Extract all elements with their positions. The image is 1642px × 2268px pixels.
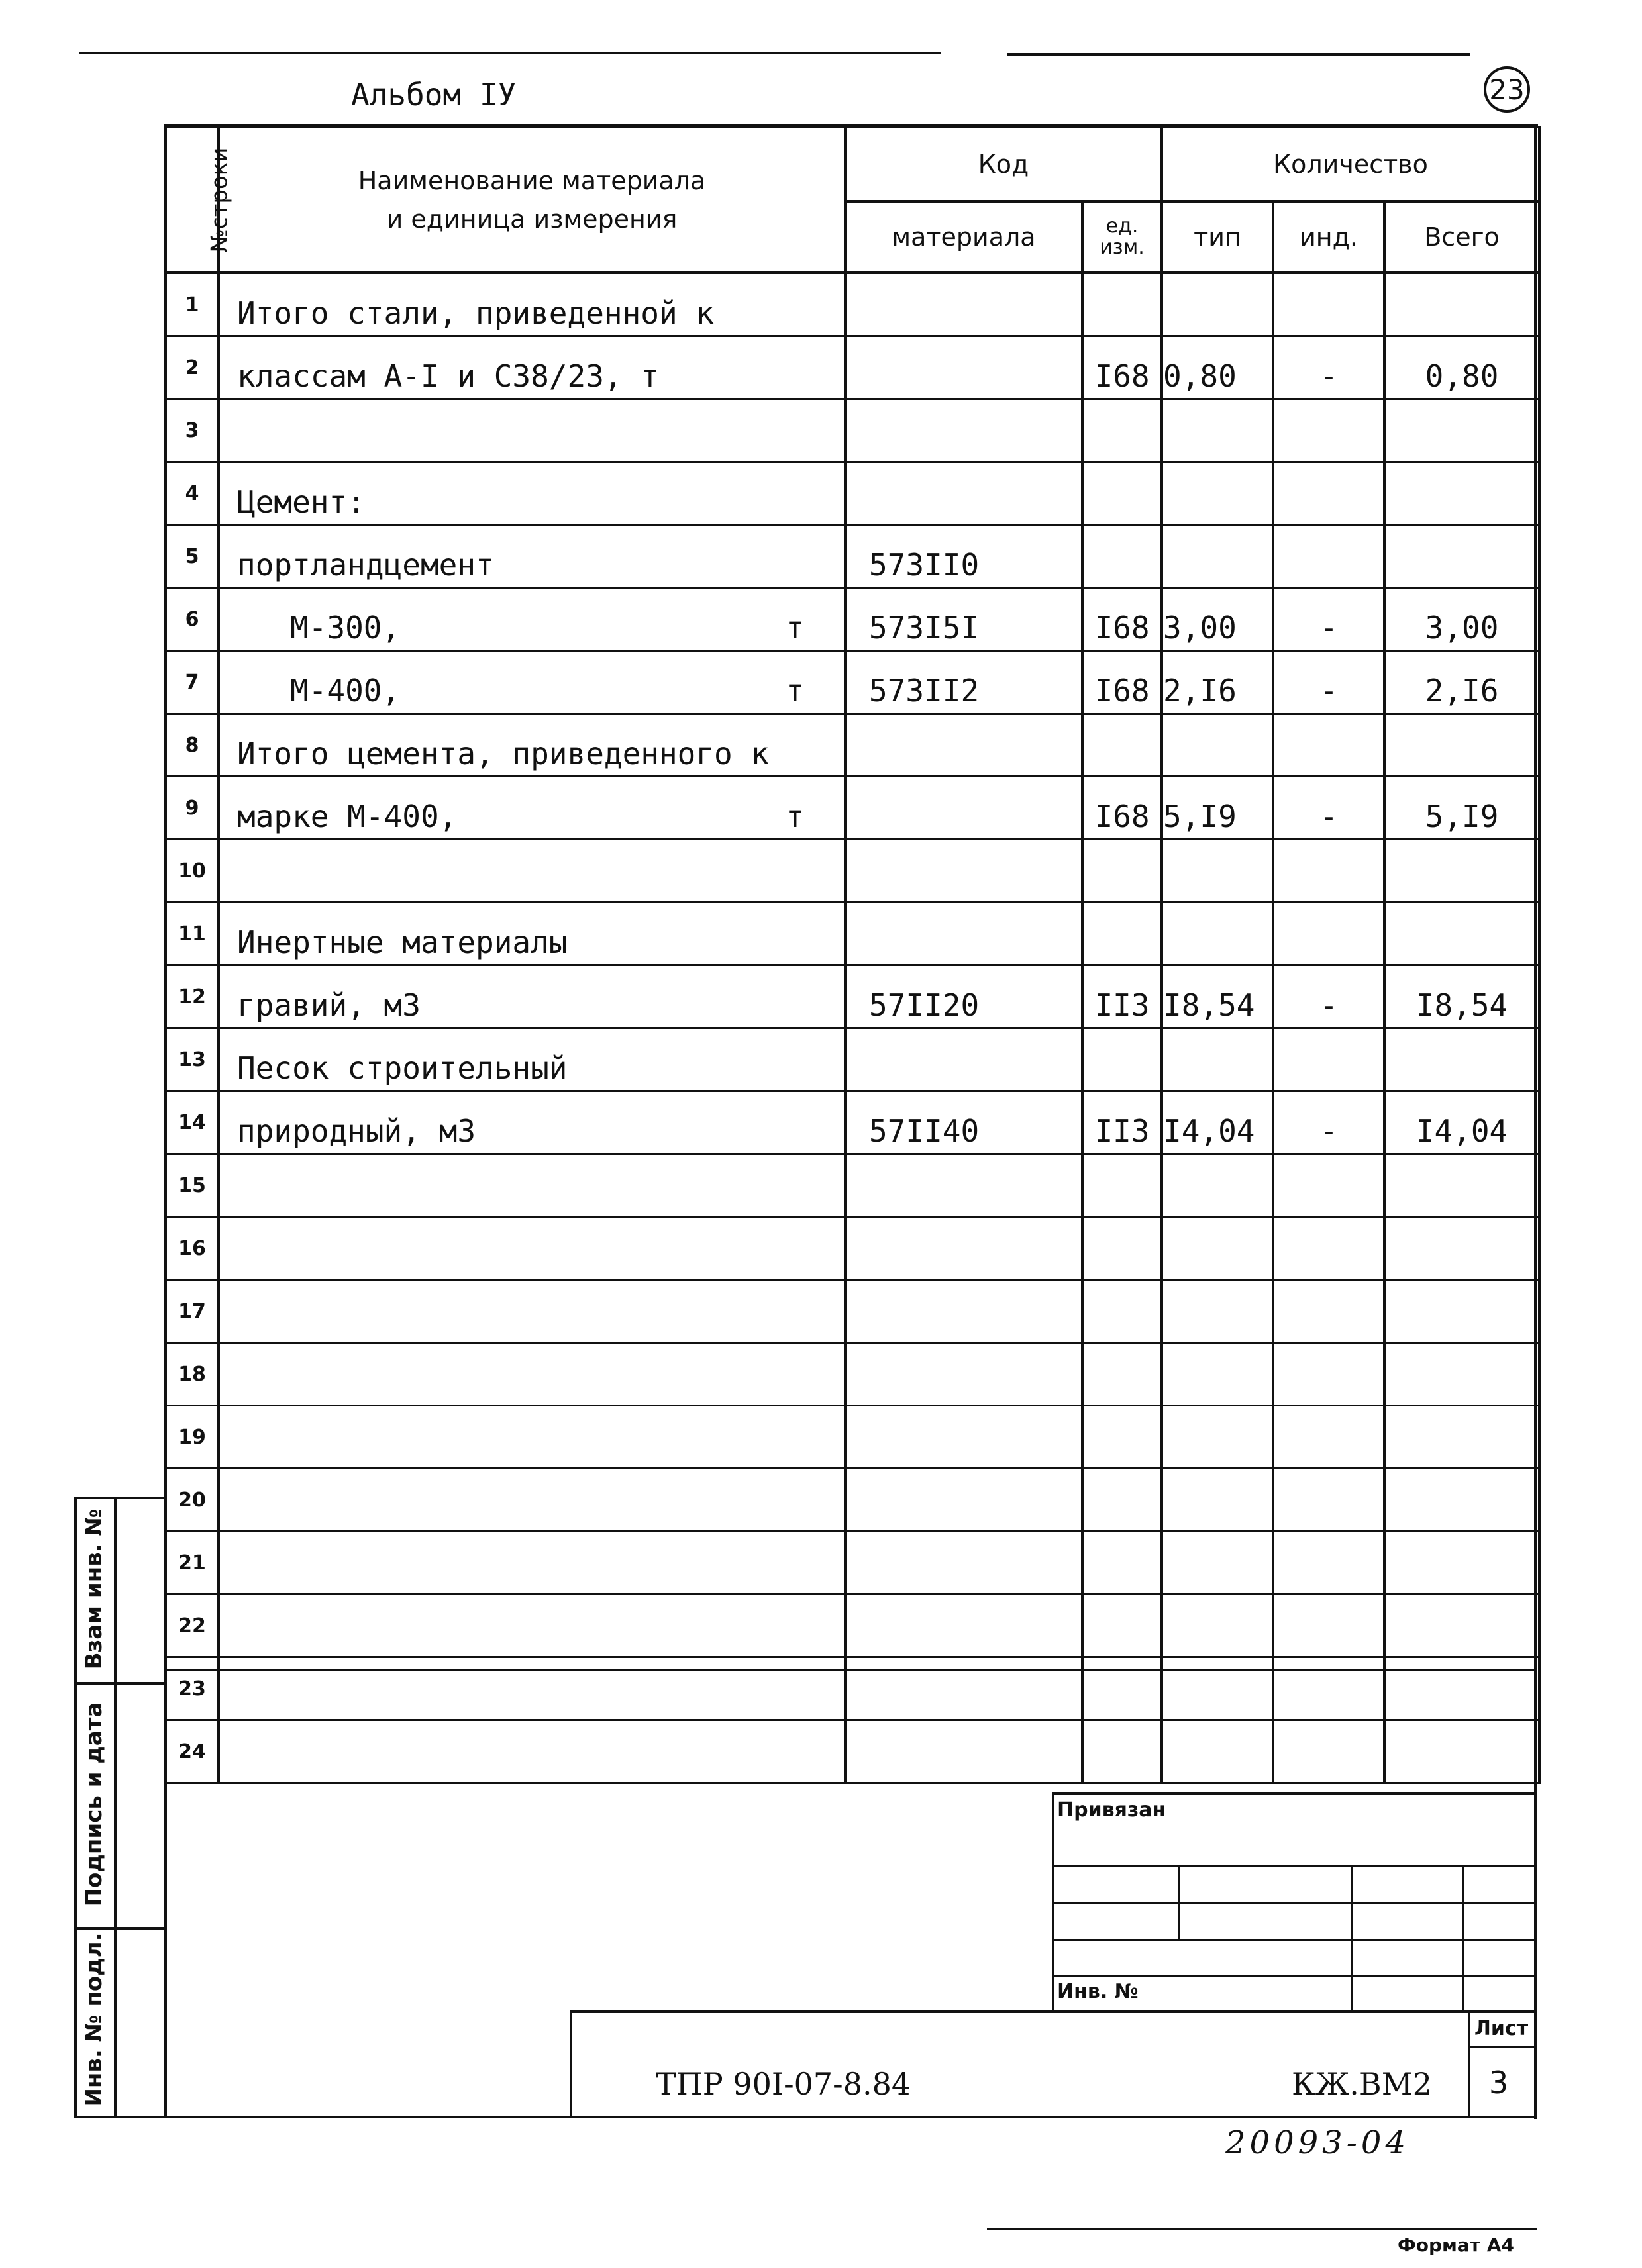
original-inventory-label: Инв. № подл.: [81, 1932, 107, 2107]
unit-code: [1082, 714, 1162, 777]
material-name-cell: [219, 903, 845, 965]
table-row: [166, 525, 1539, 588]
table-row: [166, 1657, 1539, 1720]
material-code: [845, 1595, 1082, 1657]
title-block-top: [570, 2010, 1537, 2013]
format-label: Формат А4: [1398, 2234, 1514, 2256]
row-number: 4: [166, 462, 219, 525]
quantity-tip: I4,04: [1162, 1091, 1273, 1154]
material-code: [845, 1217, 1082, 1280]
material-name: М-300,: [290, 610, 401, 646]
material-code: [845, 903, 1082, 965]
unit-code: [1082, 1720, 1162, 1783]
stamp-grid-col-1: [1178, 1865, 1180, 1939]
quantity-total: 2,I6: [1384, 651, 1539, 714]
table-row: [166, 714, 1539, 777]
quantity-total: I4,04: [1384, 1091, 1539, 1154]
material-name: М-400,: [290, 673, 401, 709]
bottom-frame-line: [74, 2116, 1537, 2118]
title-block-left: [570, 2010, 572, 2116]
quantity-total: [1384, 525, 1539, 588]
sheet-label: Лист: [1474, 2017, 1529, 2040]
material-name: Итого цемента, приведенного к: [237, 736, 770, 771]
quantity-ind: [1273, 714, 1384, 777]
material-name: Песок строительный: [237, 1050, 568, 1086]
unit-code: II3: [1082, 1091, 1162, 1154]
material-name-cell: [219, 1406, 845, 1469]
album-title: Альбом IУ: [351, 77, 517, 113]
quantity-tip: [1162, 273, 1273, 336]
material-name-cell: [219, 1595, 845, 1657]
quantity-tip: [1162, 903, 1273, 965]
row-number: 14: [166, 1091, 219, 1154]
quantity-ind: -: [1273, 588, 1384, 651]
row-number: 21: [166, 1532, 219, 1595]
material-name-cell: [219, 399, 845, 462]
stamp-grid-col-3: [1462, 1865, 1464, 2010]
material-code: [845, 399, 1082, 462]
material-name: марке М-400,: [237, 799, 458, 834]
material-name-cell: [219, 651, 845, 714]
row-number: 19: [166, 1406, 219, 1469]
material-code: [845, 1028, 1082, 1091]
quantity-ind: [1273, 1154, 1384, 1217]
material-name-cell: [219, 1028, 845, 1091]
quantity-ind: [1273, 903, 1384, 965]
code-header: Код: [845, 127, 1162, 201]
side-field-inner-line: [114, 1497, 117, 2116]
quantity-ind: [1273, 1469, 1384, 1532]
quantity-total: [1384, 273, 1539, 336]
material-name-cell: [219, 336, 845, 399]
material-code: [845, 1657, 1082, 1720]
quantity-ind: [1273, 840, 1384, 903]
quantity-total: [1384, 462, 1539, 525]
material-name-cell: [219, 1091, 845, 1154]
row-number: 18: [166, 1343, 219, 1406]
row-number: 13: [166, 1028, 219, 1091]
table-row: [166, 462, 1539, 525]
table-row: [166, 965, 1539, 1028]
quantity-ind: [1273, 462, 1384, 525]
unit-code: I68: [1082, 588, 1162, 651]
material-name: классам А-I и С38/23, т: [237, 358, 659, 394]
quantity-tip: [1162, 462, 1273, 525]
table-row: [166, 1595, 1539, 1657]
row-number: 1: [166, 273, 219, 336]
quantity-ind: -: [1273, 777, 1384, 840]
side-field-top: [74, 1497, 164, 1499]
ind-header: инд.: [1273, 201, 1384, 273]
row-number: 7: [166, 651, 219, 714]
row-number-header-text: №строки: [206, 147, 233, 253]
materials-table: [164, 126, 1541, 1784]
material-name-cell: [219, 1469, 845, 1532]
material-name-cell: [219, 588, 845, 651]
unit-code: [1082, 1532, 1162, 1595]
material-name-cell: [219, 840, 845, 903]
quantity-ind: [1273, 1217, 1384, 1280]
row-number-header: [166, 127, 233, 273]
name-header: [219, 127, 845, 273]
quantity-ind: [1273, 1657, 1384, 1720]
material-name-cell: [219, 1720, 845, 1783]
table-row: [166, 1154, 1539, 1217]
unit-code: [1082, 273, 1162, 336]
quantity-tip: [1162, 1532, 1273, 1595]
quantity-ind: [1273, 1720, 1384, 1783]
quantity-ind: -: [1273, 651, 1384, 714]
material-name: природный, м3: [237, 1113, 476, 1149]
row-number: 3: [166, 399, 219, 462]
sheet-label-underline: [1468, 2046, 1537, 2048]
side-field-divider-1: [74, 1682, 164, 1685]
unit-code: [1082, 1469, 1162, 1532]
quantity-total: [1384, 1469, 1539, 1532]
row-number: 12: [166, 965, 219, 1028]
material-name-cell: [219, 1343, 845, 1406]
quantity-tip: [1162, 399, 1273, 462]
row-number: 2: [166, 336, 219, 399]
material-code: [845, 714, 1082, 777]
row-number: 5: [166, 525, 219, 588]
material-name-cell: [219, 1280, 845, 1343]
quantity-total: [1384, 903, 1539, 965]
material-name: гравий, м3: [237, 987, 421, 1023]
quantity-tip: 3,00: [1162, 588, 1273, 651]
row-number: 11: [166, 903, 219, 965]
quantity-total: [1384, 1154, 1539, 1217]
lower-block-top: [164, 1669, 1537, 1671]
table-row: [166, 903, 1539, 965]
stamp-privyazan-top: [1052, 1792, 1537, 1795]
material-unit-suffix: т: [786, 799, 804, 834]
material-name: Цемент:: [237, 484, 366, 520]
material-name-cell: [219, 1657, 845, 1720]
stamp-privyazan-left: [1052, 1792, 1054, 2010]
unit-code: [1082, 399, 1162, 462]
row-number: 24: [166, 1720, 219, 1783]
table-row: [166, 1720, 1539, 1783]
replaced-inventory-label: Взам инв. №: [81, 1508, 107, 1670]
quantity-ind: -: [1273, 336, 1384, 399]
unit-code: I68: [1082, 651, 1162, 714]
material-code: [845, 840, 1082, 903]
table-row: [166, 1280, 1539, 1343]
quantity-ind: [1273, 1280, 1384, 1343]
material-code: [845, 273, 1082, 336]
signature-date-label: Подпись и дата: [81, 1702, 107, 1907]
quantity-tip: [1162, 1406, 1273, 1469]
quantity-ind: [1273, 1595, 1384, 1657]
row-number: 20: [166, 1469, 219, 1532]
material-code: [845, 777, 1082, 840]
row-number: 8: [166, 714, 219, 777]
quantity-total: 0,80: [1384, 336, 1539, 399]
material-name-cell: [219, 273, 845, 336]
unit-header-line2: изм.: [1100, 236, 1145, 259]
material-unit-suffix: т: [786, 673, 804, 709]
document-mark: КЖ.ВМ2: [1292, 2066, 1433, 2102]
material-name-cell: [219, 965, 845, 1028]
material-code: [845, 1720, 1082, 1783]
quantity-tip: [1162, 714, 1273, 777]
quantity-total: 5,I9: [1384, 777, 1539, 840]
quantity-total: [1384, 1657, 1539, 1720]
top-border-left: [79, 52, 941, 54]
quantity-total: [1384, 1406, 1539, 1469]
quantity-ind: [1273, 273, 1384, 336]
material-name-cell: [219, 777, 845, 840]
quantity-tip: [1162, 1154, 1273, 1217]
quantity-total: [1384, 714, 1539, 777]
row-number: 17: [166, 1280, 219, 1343]
quantity-tip: I8,54: [1162, 965, 1273, 1028]
table-row: [166, 1406, 1539, 1469]
material-code: [845, 1280, 1082, 1343]
row-number: 22: [166, 1595, 219, 1657]
quantity-ind: [1273, 399, 1384, 462]
quantity-tip: [1162, 1028, 1273, 1091]
material-name-cell: [219, 1532, 845, 1595]
unit-code: [1082, 1657, 1162, 1720]
material-code-header: материала: [845, 201, 1082, 273]
unit-code: [1082, 1154, 1162, 1217]
quantity-total: [1384, 1217, 1539, 1280]
footer-line: [987, 2228, 1537, 2230]
unit-code: [1082, 1343, 1162, 1406]
row-number: 16: [166, 1217, 219, 1280]
unit-code: [1082, 1028, 1162, 1091]
material-name: портландцемент: [237, 547, 494, 583]
sheet-number-circle: [1484, 66, 1530, 113]
quantity-tip: [1162, 1657, 1273, 1720]
name-header-line1: Наименование материала: [358, 166, 706, 195]
material-name-cell: [219, 714, 845, 777]
quantity-tip: [1162, 525, 1273, 588]
name-header-line2: и единица измерения: [386, 205, 678, 234]
row-number: 15: [166, 1154, 219, 1217]
sheet-number-stamp: 3: [1489, 2065, 1509, 2100]
quantity-tip: [1162, 1217, 1273, 1280]
quantity-total: [1384, 1280, 1539, 1343]
unit-code: [1082, 1406, 1162, 1469]
row-number: 9: [166, 777, 219, 840]
quantity-tip: [1162, 1720, 1273, 1783]
material-code: [845, 336, 1082, 399]
quantity-ind: [1273, 1406, 1384, 1469]
quantity-ind: [1273, 1028, 1384, 1091]
material-name: Итого стали, приведенной к: [237, 295, 715, 331]
material-code: 573II2: [845, 651, 1082, 714]
project-designation: ТПР 90I-07-8.84: [656, 2066, 911, 2102]
material-name-cell: [219, 525, 845, 588]
table-row: [166, 1469, 1539, 1532]
material-code: 57II40: [845, 1091, 1082, 1154]
quantity-tip: 0,80: [1162, 336, 1273, 399]
quantity-ind: -: [1273, 1091, 1384, 1154]
quantity-ind: -: [1273, 965, 1384, 1028]
material-code: [845, 1532, 1082, 1595]
table-left-frame-lower: [164, 1497, 167, 2116]
quantity-total: [1384, 1595, 1539, 1657]
tip-header: тип: [1162, 201, 1273, 273]
handwritten-number: 20093-04: [1225, 2124, 1410, 2161]
total-header: Всего: [1384, 201, 1539, 273]
unit-code: [1082, 462, 1162, 525]
unit-code: [1082, 840, 1162, 903]
side-field-divider-2: [74, 1927, 164, 1930]
material-code: [845, 1154, 1082, 1217]
unit-code: [1082, 525, 1162, 588]
unit-code: I68: [1082, 336, 1162, 399]
table-row: [166, 651, 1539, 714]
quantity-total: [1384, 1028, 1539, 1091]
row-number: 6: [166, 588, 219, 651]
title-block-sheet-divider: [1468, 2010, 1470, 2116]
table-row: [166, 273, 1539, 336]
material-code: [845, 462, 1082, 525]
quantity-tip: [1162, 1595, 1273, 1657]
quantity-header: Количество: [1162, 127, 1539, 201]
quantity-ind: [1273, 525, 1384, 588]
material-code: [845, 1406, 1082, 1469]
unit-code: I68: [1082, 777, 1162, 840]
quantity-total: [1384, 399, 1539, 462]
table-row: [166, 840, 1539, 903]
material-code: 573II0: [845, 525, 1082, 588]
sheet-number: 23: [1489, 73, 1525, 106]
quantity-total: [1384, 840, 1539, 903]
material-name-cell: [219, 1154, 845, 1217]
inventory-number-label: Инв. №: [1057, 1980, 1139, 2003]
quantity-total: 3,00: [1384, 588, 1539, 651]
unit-code: [1082, 903, 1162, 965]
unit-code: II3: [1082, 965, 1162, 1028]
materials-table-body: [166, 273, 1539, 1783]
unit-code: [1082, 1595, 1162, 1657]
quantity-tip: [1162, 1343, 1273, 1406]
material-unit-suffix: т: [786, 610, 804, 646]
quantity-tip: [1162, 840, 1273, 903]
table-row: [166, 1091, 1539, 1154]
table-row: [166, 777, 1539, 840]
quantity-tip: [1162, 1469, 1273, 1532]
quantity-tip: 5,I9: [1162, 777, 1273, 840]
quantity-tip: 2,I6: [1162, 651, 1273, 714]
quantity-tip: [1162, 1280, 1273, 1343]
row-number: 23: [166, 1657, 219, 1720]
unit-header: [1082, 201, 1162, 273]
table-row: [166, 1217, 1539, 1280]
quantity-total: I8,54: [1384, 965, 1539, 1028]
material-code: 573I5I: [845, 588, 1082, 651]
table-row: [166, 1343, 1539, 1406]
table-row: [166, 399, 1539, 462]
row-number: 10: [166, 840, 219, 903]
material-code: [845, 1469, 1082, 1532]
privyazan-label: Привязан: [1057, 1799, 1166, 1822]
table-row: [166, 336, 1539, 399]
quantity-total: [1384, 1532, 1539, 1595]
side-field-left-line: [74, 1497, 77, 2116]
material-name-cell: [219, 462, 845, 525]
top-border-right: [1007, 53, 1470, 56]
unit-code: [1082, 1217, 1162, 1280]
table-row: [166, 588, 1539, 651]
table-row: [166, 1028, 1539, 1091]
unit-header-line1: ед.: [1105, 215, 1139, 238]
material-code: [845, 1343, 1082, 1406]
quantity-total: [1384, 1343, 1539, 1406]
material-name-cell: [219, 1217, 845, 1280]
stamp-grid-col-2: [1351, 1865, 1353, 2010]
quantity-ind: [1273, 1343, 1384, 1406]
material-code: 57II20: [845, 965, 1082, 1028]
quantity-ind: [1273, 1532, 1384, 1595]
material-name: Инертные материалы: [237, 924, 568, 960]
table-row: [166, 1532, 1539, 1595]
quantity-total: [1384, 1720, 1539, 1783]
unit-code: [1082, 1280, 1162, 1343]
